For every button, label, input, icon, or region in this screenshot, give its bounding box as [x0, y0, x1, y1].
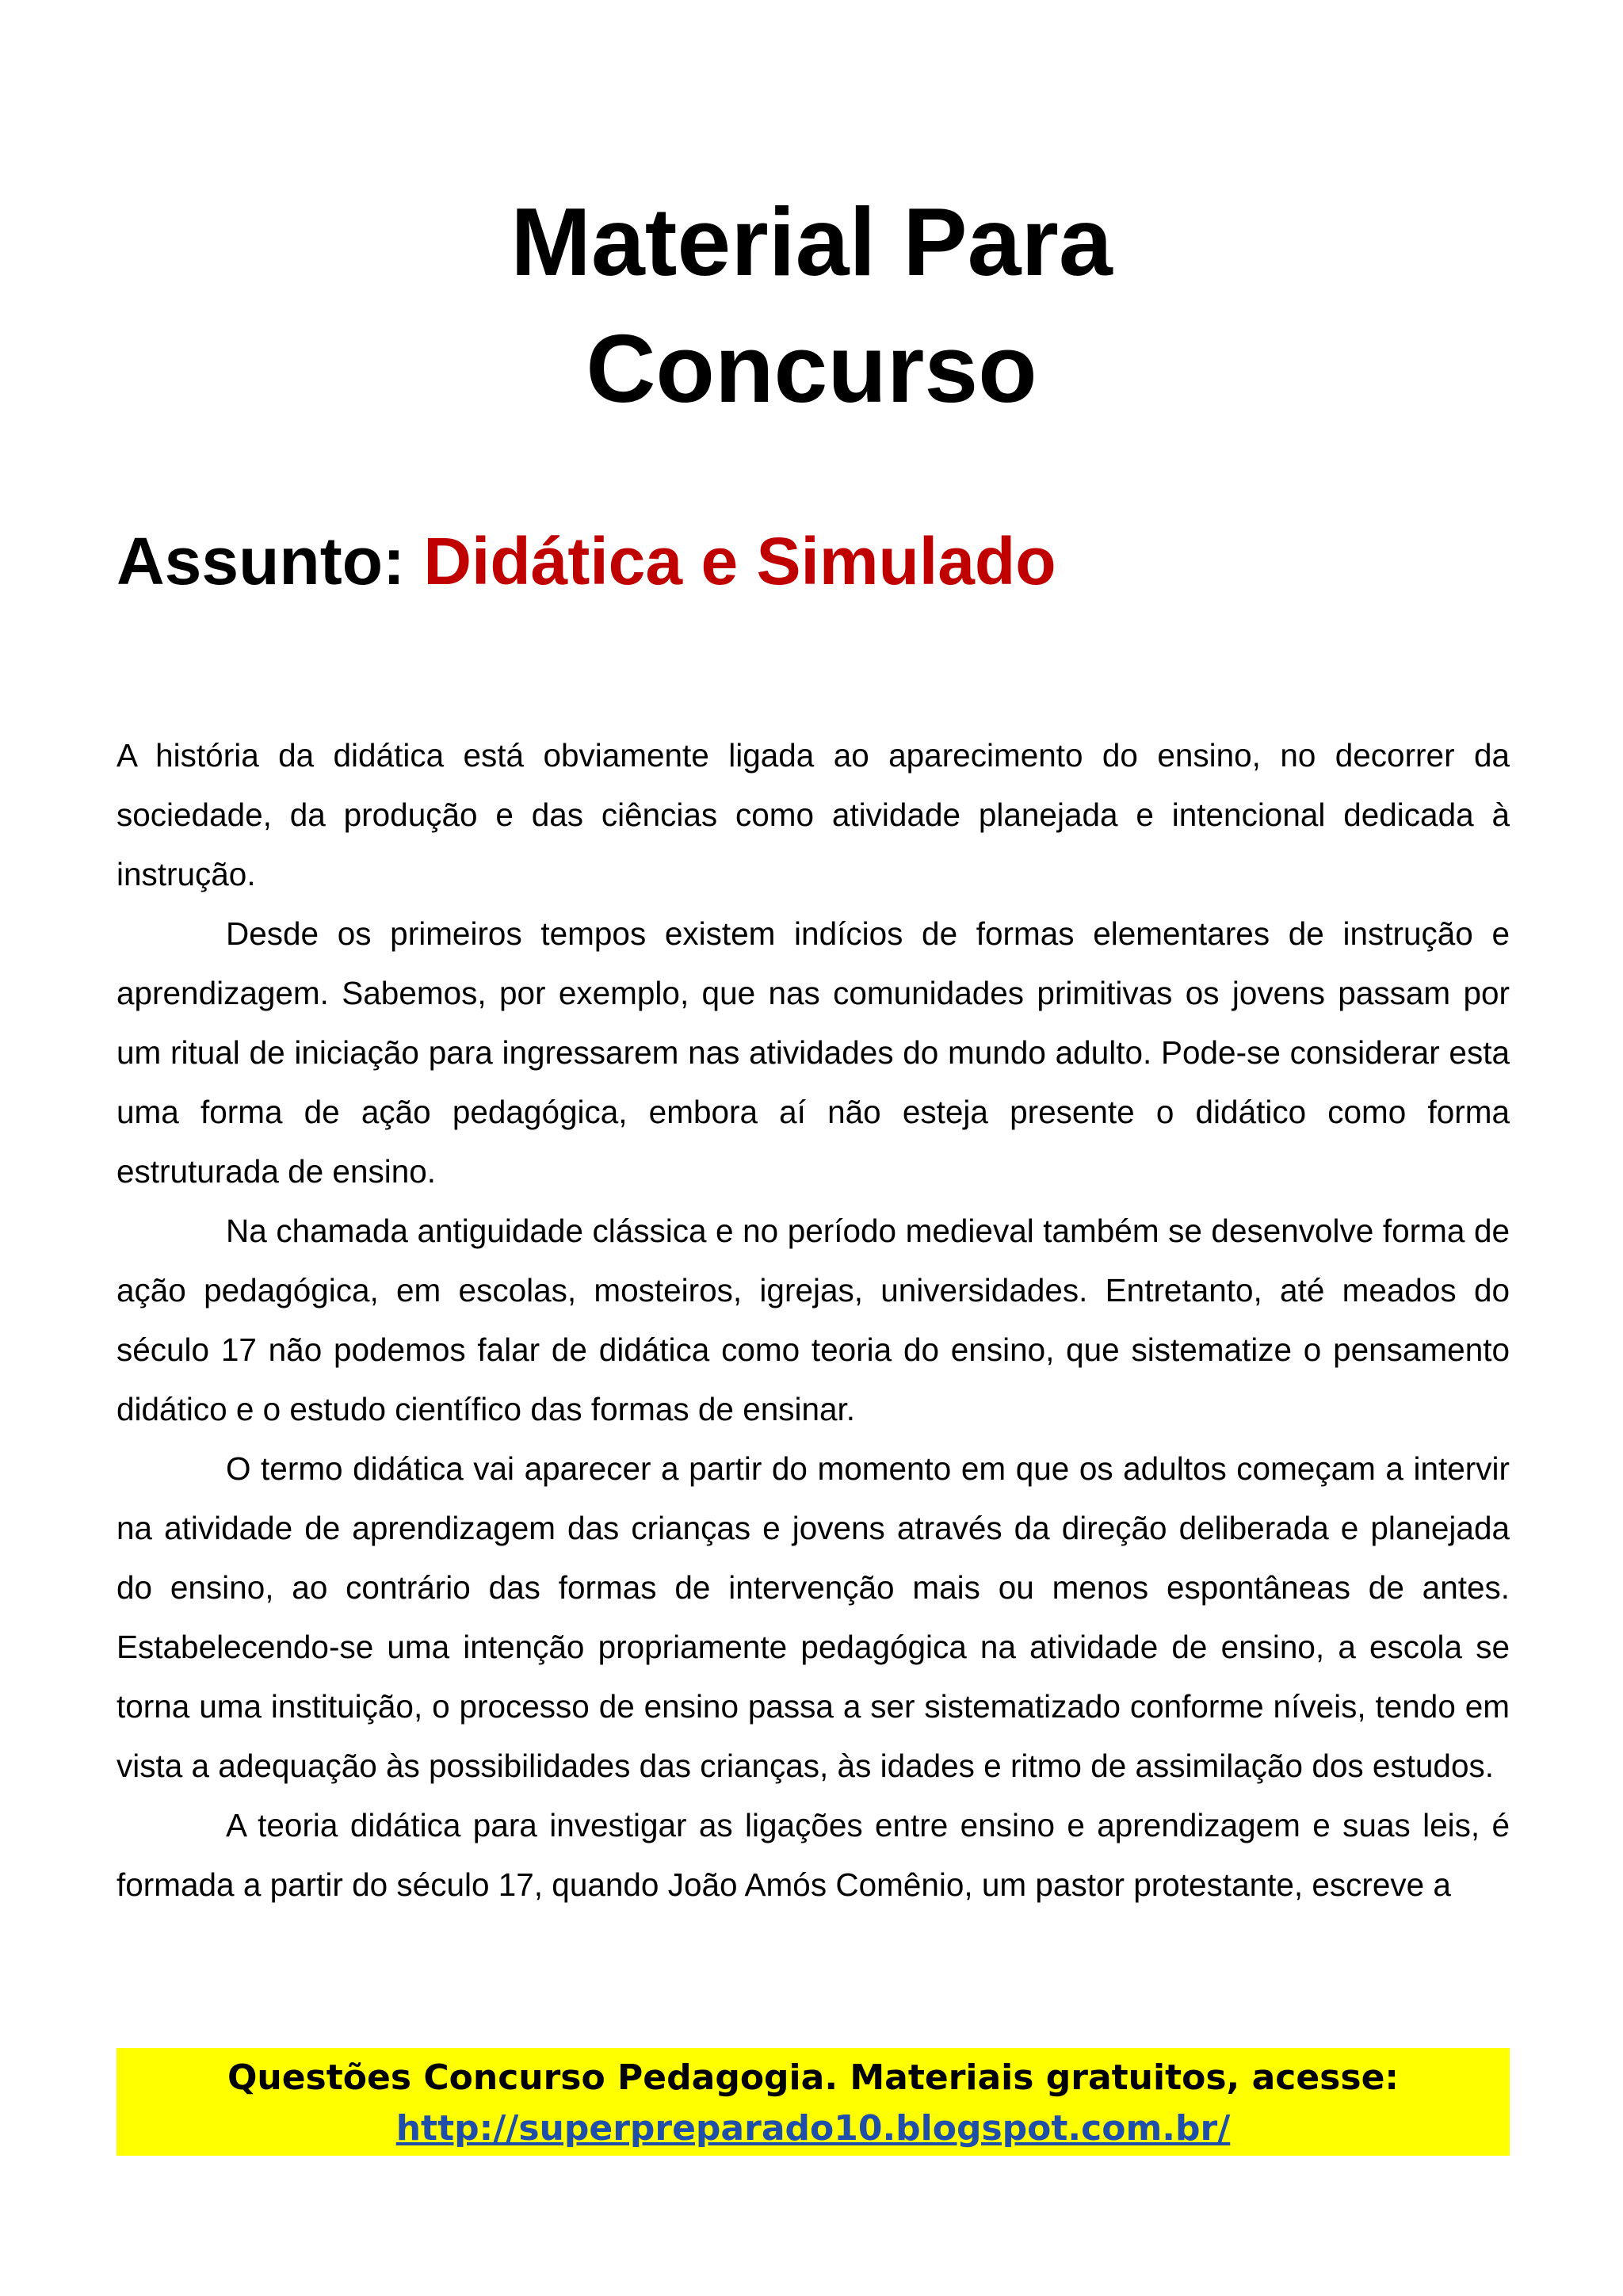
footer-link[interactable]: http://superpreparado10.blogspot.com.br/ [395, 2108, 1231, 2149]
footer-banner [116, 2048, 1510, 2156]
subject-value: Didática e Simulado [423, 524, 1056, 598]
body-text [116, 726, 1510, 1915]
paragraph-1: A história da didática está obviamente ligada ao aparecimento do ensino, no decorrer da sociedade, da produção e das ciências como atividade planejada e intencional dedicada à instrução. [116, 737, 1510, 892]
subject-label: Assunto: [116, 524, 405, 598]
subject-heading [116, 521, 1056, 601]
footer-text: Questões Concurso Pedagogia. Materiais gratuitos, acesse: [227, 2057, 1400, 2098]
title-line-1: Material Para [510, 188, 1113, 296]
title-line-2: Concurso [586, 315, 1037, 422]
paragraph-2: Desde os primeiros tempos existem indícios de formas elementares de instrução e aprendizagem. Sabemos, por exemplo, que nas comunidades primitivas os jovens passam por um ritual de iniciação para ingressarem nas atividades do mundo adulto. Pode-se considerar esta uma forma de ação pedagógica, embora aí não esteja presente o didático como forma estruturada de ensino. [116, 915, 1510, 1190]
paragraph-3: Na chamada antiguidade clássica e no período medieval também se desenvolve forma de ação pedagógica, em escolas, mosteiros, igrejas, universidades. Entretanto, até meados do século 17 não podemos falar de didática como teoria do ensino, que sistematize o pensamento didático e o estudo científico das formas de ensinar. [116, 1213, 1510, 1427]
paragraph-5: A teoria didática para investigar as ligações entre ensino e aprendizagem e suas leis, é formada a partir do século 17, quando João Amós Comênio, um pastor protestante, escreve a [116, 1807, 1510, 1903]
paragraph-4: O termo didática vai aparecer a partir do momento em que os adultos começam a intervir na atividade de aprendizagem das crianças e jovens através da direção deliberada e planejada do ensino, ao contrário das formas de intervenção mais ou menos espontâneas de antes. Estabelecendo-se uma intenção propriamente pedagógica na atividade de ensino, a escola se torna uma instituição, o processo de ensino passa a ser sistematizado conforme níveis, tendo em vista a adequação às possibilidades das crianças, às idades e ritmo de assimilação dos estudos. [116, 1450, 1510, 1784]
document-title [0, 178, 1623, 432]
